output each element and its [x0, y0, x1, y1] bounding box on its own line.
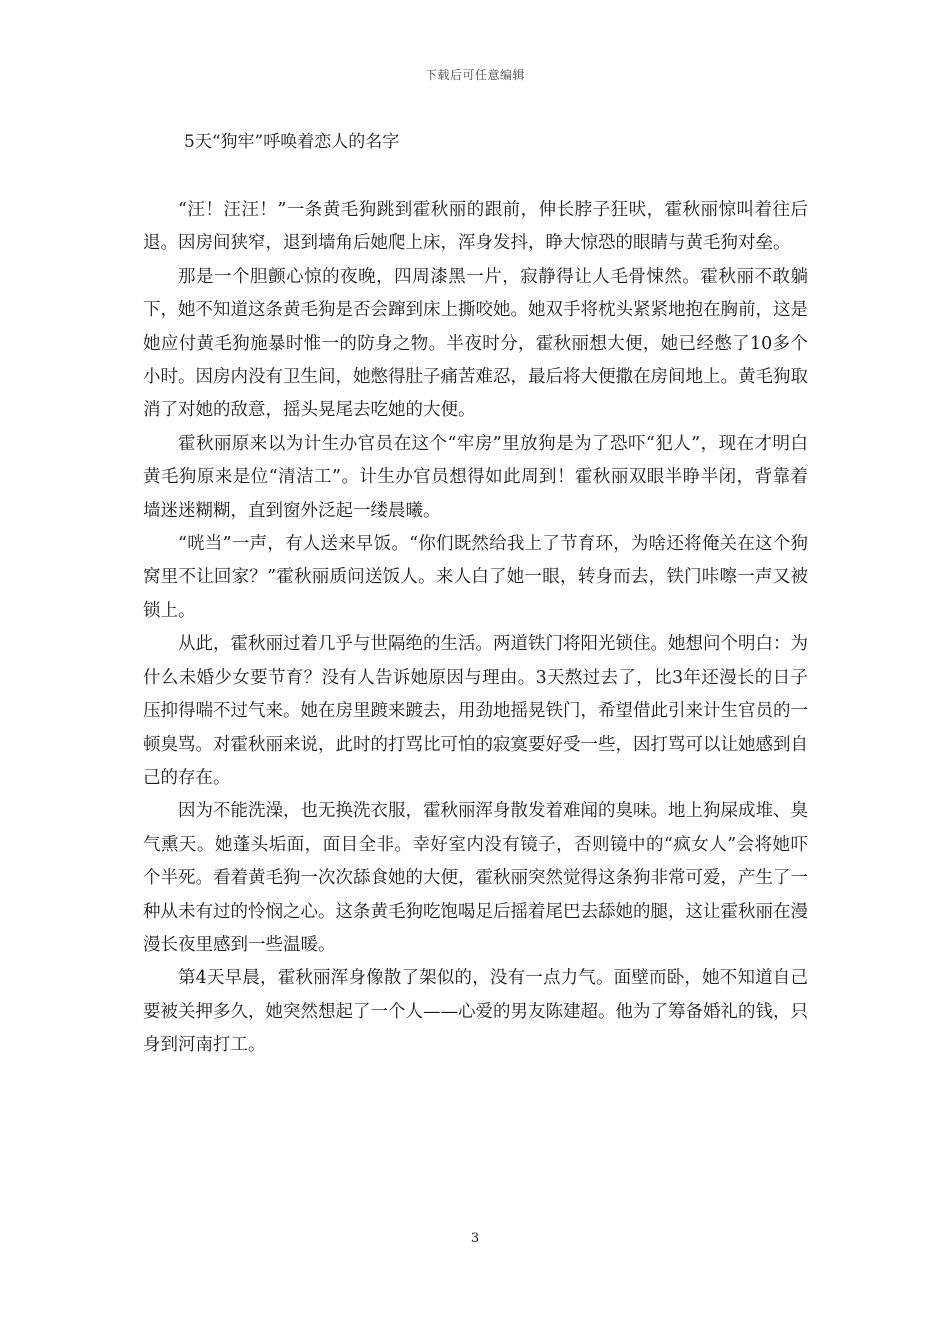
paragraph-1: “汪！汪汪！”一条黄毛狗跳到霍秋丽的跟前，伸长脖子狂吠，霍秋丽惊叫着往后退。因房间狭窄，退到墙角后她爬上床，浑身发抖，睁大惊恐的眼睛与黄毛狗对垒。 [143, 200, 808, 254]
paragraph-3: 霍秋丽原来以为计生办官员在这个“牢房”里放狗是为了恐吓“犯人”，现在才明白黄毛狗原来是位“清洁工”。计生办官员想得如此周到！霍秋丽双眼半睁半闭，背靠着墙迷迷糊糊，直到窗外泛起一缕晨曦。 [143, 433, 808, 521]
article-title: 5天“狗牢”呼唤着恋人的名字 [184, 132, 400, 152]
paragraph-4: “咣当”一声，有人送来早饭。“你们既然给我上了节育环，为啥还将俺关在这个狗窝里不让回家？”霍秋丽质问送饭人。来人白了她一眼，转身而去，铁门咔嚓一声又被锁上。 [143, 534, 808, 621]
paragraph-5: 从此，霍秋丽过着几乎与世隔绝的生活。两道铁门将阳光锁住。她想问个明白：为什么未婚少女要节育？没有人告诉她原因与理由。3天熬过去了，比3年还漫长的日子压抑得喘不过气来。她在房里踱来踱去，用劲地摇晃铁门，希望借此引来计生官员的一顿臭骂。对霍秋丽来说，此时的打骂比可怕的寂寞要好受一些，因打骂可以让她感到自己的存在。 [143, 634, 808, 788]
paragraph-2: 那是一个胆颤心惊的夜晚，四周漆黑一片，寂静得让人毛骨悚然。霍秋丽不敢躺下，她不知道这条黄毛狗是否会蹿到床上撕咬她。她双手将枕头紧紧地抱在胸前，这是她应付黄毛狗施暴时惟一的防身之物。半夜时分，霍秋丽想大便，她已经憋了10多个小时。因房内没有卫生间，她憋得肚子痛苦难忍，最后将大便撒在房间地上。黄毛狗取消了对她的敌意，摇头晃尾去吃她的大便。 [143, 266, 808, 421]
paragraph-6: 因为不能洗澡，也无换洗衣服，霍秋丽浑身散发着难闻的臭味。地上狗屎成堆、臭气熏天。她蓬头垢面，面目全非。幸好室内没有镜子，否则镜中的“疯女人”会将她吓个半死。看着黄毛狗一次次舔食她的大便，霍秋丽突然觉得这条狗非常可爱，产生了一种从未有过的怜悯之心。这条黄毛狗吃饱喝足后摇着尾巴去舔她的腿，这让霍秋丽在漫漫长夜里感到一些温暖。 [143, 801, 808, 955]
page-number: 3 [470, 1231, 480, 1246]
article-body [143, 194, 808, 1063]
page-header: 下载后可任意编辑 [424, 68, 525, 82]
paragraph-7: 第4天早晨，霍秋丽浑身像散了架似的，没有一点力气。面壁而卧，她不知道自己要被关押多久，她突然想起了一个人——心爱的男友陈建超。他为了筹备婚礼的钱，只身到河南打工。 [143, 968, 808, 1056]
